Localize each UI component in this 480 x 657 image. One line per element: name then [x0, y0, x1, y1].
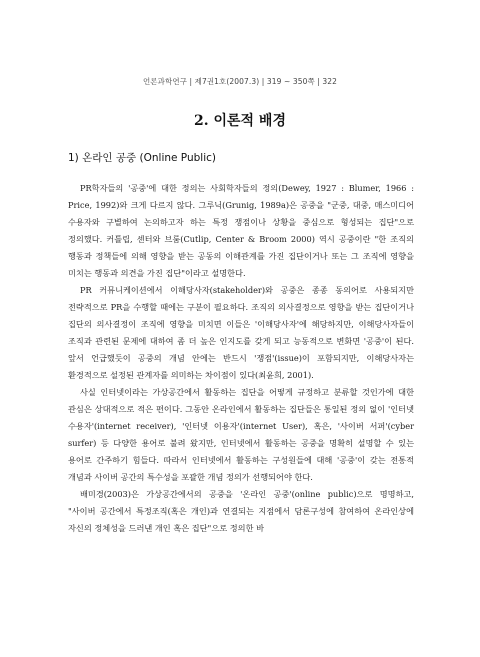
paragraph-online-public-definition: 배미경(2003)은 가상공간에서의 공중을 '온라인 공중'(online public)으로 명명하고, "사이버 공간에서 특정조직(혹은 개인)과 연결되는 지점에서 담론구성에 참여하여 온라인상에 자신의 정체성을 드러낸 개인 혹은 집단"으로 정의한 바 [68, 489, 414, 533]
section-title: 2. 이론적 배경 [194, 113, 286, 129]
running-head: 언론과학연구 | 제7권1호(2007.3) | 319 ~ 350쪽 | 322 [142, 77, 338, 86]
paragraph-stakeholder-vs-public: PR 커뮤니케이션에서 이해당사자(stakeholder)와 공중은 종종 동의어로 사용되지만 전략적으로 PR을 수행할 때에는 구분이 필요하다. 조직의 의사결정으로 영향을 받는 집단이거나 집단의 의사결정이 조직에 영향을 미치면 이들은 '이해당사자'에 해당하지만, 이해당사자들이 조직과 관련된 문제에 대하여 좀 더 높은 인지도를 갖게 되고 능동적으로 변화면 '공중'이 된다. 앞서 언급했듯이 공중의 개념 안에는 반드시 '쟁점'(issue)이 포함되지만, 이해당사자는 환경적으로 설정된 관계자를 의미하는 차이점이 있다(최윤희, 2001). [68, 285, 414, 380]
paragraph-cyberspace-groups: 사실 인터넷이라는 가상공간에서 활동하는 집단을 어떻게 규정하고 분류할 것인가에 대한 관심은 상대적으로 적은 편이다. 그동안 온라인에서 활동하는 집단들은 통일된 정의 없이 '인터넷 수용자'(internet receiver), '인터넷 이용자'(internet User), 혹은, '사이버 서퍼'(cyber surfer) 등 다양한 용어로 불려 왔지만, 인터넷에서 활동하는 공중을 명확히 설명할 수 있는 용어로 간주하기 힘들다. 따라서 인터넷에서 활동하는 구성원들에 대해 '공중'이 갖는 전통적 개념과 사이버 공간의 특수성을 포괄한 개념 정의가 선행되어야 한다. [68, 387, 414, 482]
paragraph-definition-of-public: PR학자들의 '공중'에 대한 정의는 사회학자들의 정의(Dewey, 1927 : Blumer, 1966 : Price, 1992)와 크게 다르지 않다. 그루닉(Grunig, 1989a)은 공중을 "군중, 대중, 매스미디어 수용자와 구별하여 논의하고자 하는 특정 쟁점이나 상황을 중심으로 형성되는 집단"으로 정의했다. 커틀립, 센터와 브룸(Cutlip, Center & Broom 2000) 역시 공중이란 "한 조직의 행동과 정책들에 의해 영향을 받는 공동의 이해관계를 가진 집단이거나 또는 그 조직에 영향을 미치는 행동과 의견을 가진 집단"이라고 설명한다. [68, 183, 414, 278]
subsection-title: 1) 온라인 공중 (Online Public) [68, 152, 216, 164]
body-text [68, 180, 414, 537]
